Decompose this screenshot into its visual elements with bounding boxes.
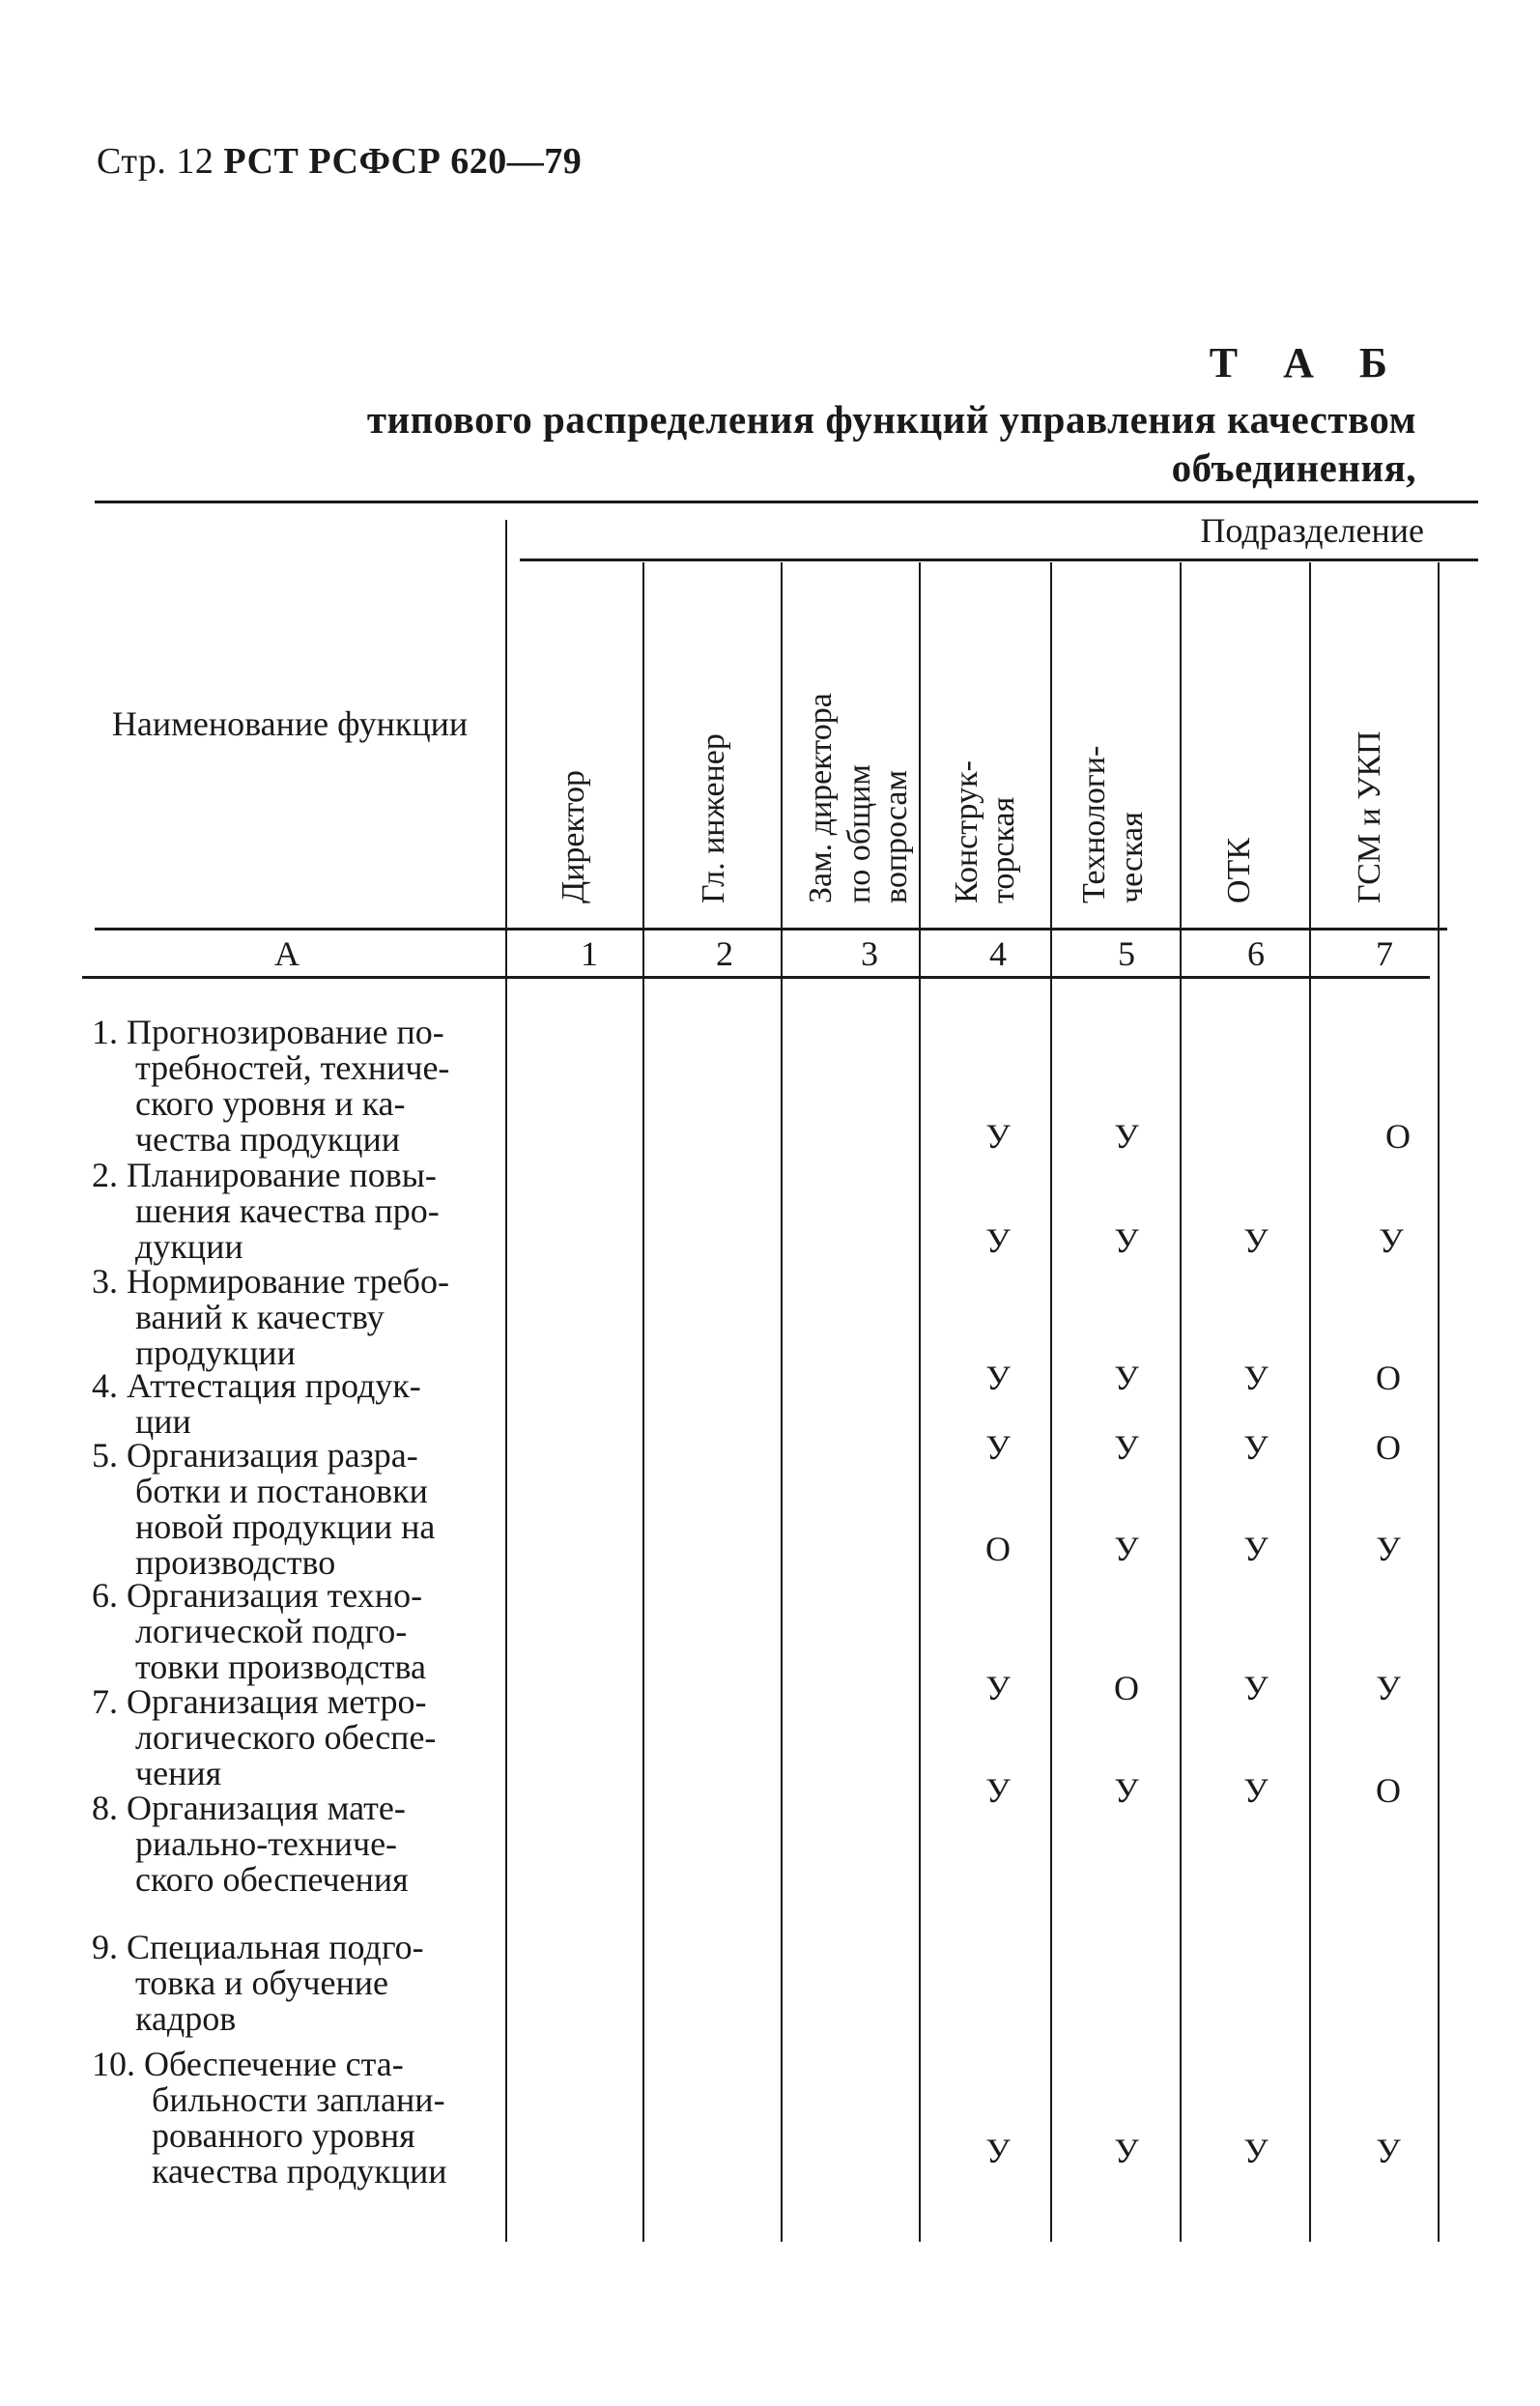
function-row-6: 6. Организация техно- логической подго- товки производства (92, 1576, 427, 1686)
table-cell: У (1243, 1428, 1269, 1467)
col-num-4: 4 (989, 934, 1007, 973)
table-cell: У (1243, 1221, 1269, 1260)
table-cell: У (985, 1428, 1011, 1467)
table-cell: О (1376, 1771, 1401, 1810)
table-cell: О (1385, 1117, 1411, 1156)
function-row-9: 9. Специальная подго- товка и обучение кадров (92, 1928, 424, 2038)
table-cell: У (985, 1669, 1011, 1707)
table-cell: У (985, 1771, 1011, 1810)
function-row-4: 4. Аттестация продук- ции (92, 1366, 421, 1441)
col-divider (1438, 562, 1440, 2242)
col-divider (781, 562, 783, 2242)
table-cell: У (985, 1117, 1011, 1156)
col-num-5: 5 (1118, 934, 1135, 973)
page-label: Стр. 12 (97, 141, 214, 182)
table-cell: У (1243, 1359, 1269, 1397)
table-cell: У (985, 2132, 1011, 2170)
function-row-3: 3. Нормирование требо- ваний к качеству продукции (92, 1262, 449, 1372)
table-cell: У (1114, 1221, 1139, 1260)
group-header-rule (520, 559, 1478, 561)
function-row-5: 5. Организация разра- ботки и постановки новой продукции на производство (92, 1436, 436, 1582)
function-row-2: 2. Планирование повы- шения качества про- дукции (92, 1156, 440, 1266)
table-cell: У (1114, 1117, 1139, 1156)
function-row-10: 10. Обеспечение ста- бильности заплани- рованного уровня качества продукции (92, 2045, 447, 2191)
numbers-bottom-rule (82, 976, 1430, 979)
col-divider (1050, 562, 1052, 2242)
col-num-7: 7 (1376, 934, 1393, 973)
col-num-2: 2 (716, 934, 733, 973)
col-divider (1180, 562, 1182, 2242)
table-cell: У (1379, 1221, 1404, 1260)
col-num-1: 1 (581, 934, 598, 973)
page-header (97, 140, 582, 183)
table-cell: У (1376, 1530, 1401, 1568)
col-divider (642, 562, 644, 2242)
header-bottom-rule (95, 928, 1447, 931)
table-word: Т А Б (1209, 339, 1405, 387)
function-name-header: Наименование функции (111, 704, 469, 743)
table-cell: У (1114, 1428, 1139, 1467)
table-cell: У (1243, 1530, 1269, 1568)
function-row-8: 8. Организация мате- риально-техниче- ского обеспечения (92, 1789, 409, 1899)
table-cell: У (1243, 2132, 1269, 2170)
table-title-line-1: типового распределения функций управления качеством (366, 397, 1416, 442)
col-divider (919, 562, 921, 2242)
subdivision-header: Подразделение (1200, 511, 1424, 550)
table-cell: У (985, 1221, 1011, 1260)
col-divider (1309, 562, 1311, 2242)
table-title-line-2: объединения, (1171, 445, 1416, 490)
function-row-1: 1. Прогнозирование по- требностей, техниче- ского уровня и ка- чества продукции (92, 1013, 450, 1159)
function-row-7: 7. Организация метро- логического обеспе- чения (92, 1682, 437, 1792)
table-cell: У (985, 1359, 1011, 1397)
table-cell: У (1114, 2132, 1139, 2170)
table-cell: У (1376, 1669, 1401, 1707)
table-cell: У (1376, 2132, 1401, 2170)
table-top-rule (95, 501, 1478, 503)
col-num-a: А (274, 934, 299, 973)
table-cell: У (1114, 1771, 1139, 1810)
table-cell: О (1376, 1428, 1401, 1467)
table-cell: У (1243, 1669, 1269, 1707)
table-cell: О (985, 1530, 1011, 1568)
table-cell: У (1243, 1771, 1269, 1810)
col-num-3: 3 (861, 934, 878, 973)
table-cell: О (1376, 1359, 1401, 1397)
table-cell: У (1114, 1530, 1139, 1568)
table-cell: О (1114, 1669, 1139, 1707)
standard-code: РСТ РСФСР 620—79 (223, 141, 583, 182)
col-num-6: 6 (1247, 934, 1265, 973)
table-cell: У (1114, 1359, 1139, 1397)
